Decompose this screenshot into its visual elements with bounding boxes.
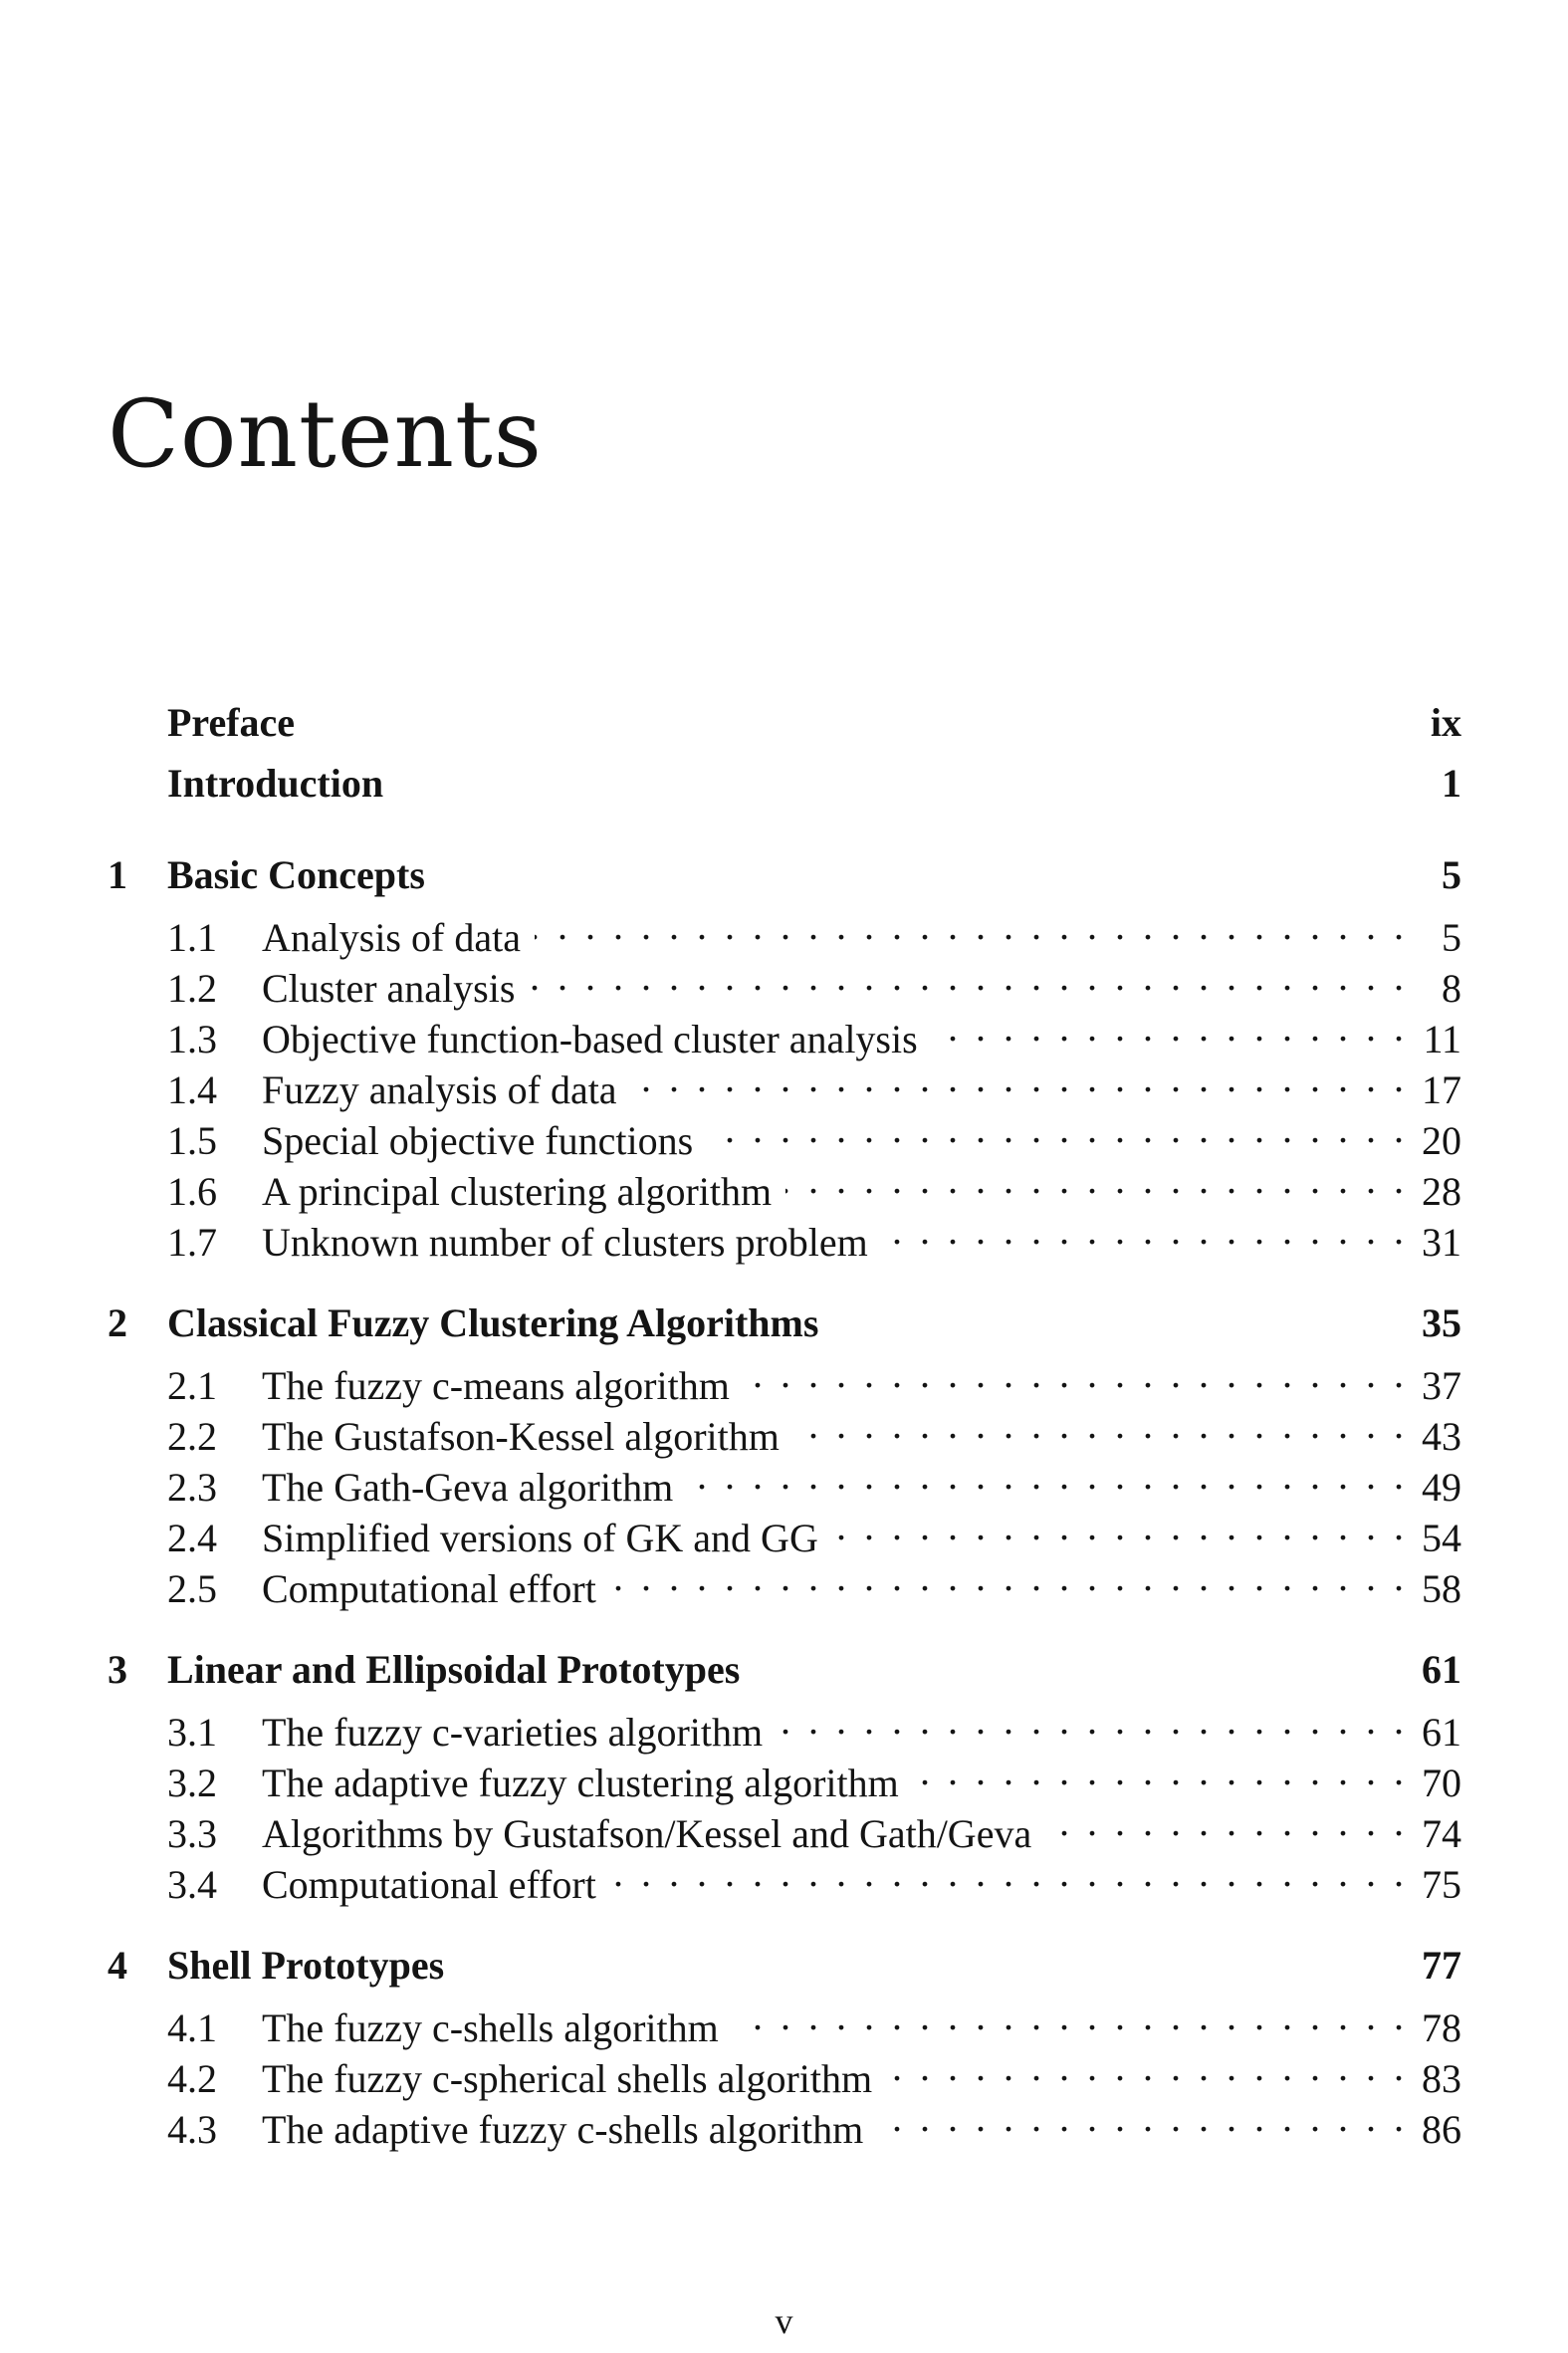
section-page: 5 [1442,915,1461,960]
chapter-title: Linear and Ellipsoidal Prototypes [167,1647,741,1692]
chapter-number: 2 [108,1300,127,1345]
section-number: 2.4 [167,1516,217,1560]
leader-dots [610,1551,1408,1602]
page-title: Contents [108,380,544,489]
leader-dots [832,1501,1408,1551]
toc-section-2-1[interactable] [108,1348,1461,1408]
chapter-title: Basic Concepts [167,852,425,897]
leader-dots [777,1695,1408,1746]
leader-dots [707,1103,1408,1154]
section-number: 4.1 [167,2005,217,2050]
leader-dots [932,1002,1408,1053]
toc-entry-introduction[interactable] [108,758,1461,809]
section-number: 1.7 [167,1220,217,1265]
section-title: Special objective functions [262,1118,694,1163]
section-number: 2.1 [167,1363,217,1408]
section-number: 1.5 [167,1118,217,1163]
section-number: 1.2 [167,966,217,1011]
section-title: Cluster analysis [262,966,516,1011]
chapter-number: 3 [108,1647,127,1692]
section-number: 2.3 [167,1465,217,1510]
leader-dots [877,2092,1408,2143]
chapter-page: 61 [1422,1647,1461,1692]
toc-section-1-1[interactable] [108,900,1461,960]
chapter-page: 77 [1422,1943,1461,1988]
leader-dots [785,1154,1408,1205]
leader-dots [733,1991,1408,2041]
section-title: Objective function-based cluster analysis [262,1017,918,1061]
chapter-title: Classical Fuzzy Clustering Algorithms [167,1300,819,1345]
section-number: 4.2 [167,2056,217,2101]
section-title: Fuzzy analysis of data [262,1067,617,1112]
section-page: 17 [1422,1067,1461,1112]
section-page: 70 [1422,1761,1461,1805]
section-page: 8 [1442,966,1461,1011]
section-title: A principal clustering algorithm [262,1169,773,1214]
toc-section-3-1[interactable] [108,1695,1461,1755]
section-number: 3.2 [167,1761,217,1805]
section-page: 37 [1422,1363,1461,1408]
section-title: The Gustafson-Kessel algorithm [262,1414,780,1459]
section-number: 4.3 [167,2107,217,2152]
section-page: 83 [1422,2056,1461,2101]
chapter-number: 4 [108,1943,127,1988]
chapter-page: 35 [1422,1300,1461,1345]
section-title: Unknown number of clusters problem [262,1220,868,1265]
leader-dots [793,1399,1408,1450]
chapter-page: 5 [1442,852,1461,897]
chapter-number: 1 [108,852,127,897]
toc-entry-page: ix [1430,700,1461,745]
leader-dots [886,2041,1408,2092]
section-page: 11 [1423,1017,1461,1061]
leader-dots [1045,1796,1408,1847]
toc-entry-title: Introduction [167,761,384,806]
leader-dots [535,900,1408,951]
toc-entry-page: 1 [1442,761,1461,806]
section-page: 86 [1422,2107,1461,2152]
leader-dots [687,1450,1408,1501]
section-title: Algorithms by Gustafson/Kessel and Gath/Geva [262,1811,1032,1856]
toc-chapter-1[interactable] [108,849,1461,900]
section-title: The adaptive fuzzy clustering algorithm [262,1761,899,1805]
toc-section-4-1[interactable] [108,1991,1461,2050]
section-title: The fuzzy c-means algorithm [262,1363,730,1408]
section-title: Simplified versions of GK and GG [262,1516,818,1560]
section-title: The fuzzy c-varieties algorithm [262,1710,764,1755]
leader-dots [882,1205,1408,1256]
section-page: 58 [1422,1566,1461,1611]
section-title: Analysis of data [262,915,521,960]
chapter-title: Shell Prototypes [167,1943,445,1988]
toc-chapter-3[interactable] [108,1644,1461,1695]
section-number: 3.1 [167,1710,217,1755]
section-page: 75 [1422,1862,1461,1907]
section-number: 2.5 [167,1566,217,1611]
section-page: 78 [1422,2005,1461,2050]
section-title: Computational effort [262,1862,596,1907]
section-page: 74 [1422,1811,1461,1856]
section-number: 1.4 [167,1067,217,1112]
section-number: 1.6 [167,1169,217,1214]
page-number-footer: v [775,2301,793,2341]
leader-dots [610,1847,1408,1898]
section-page: 28 [1422,1169,1461,1214]
leader-dots [744,1348,1408,1399]
section-number: 1.1 [167,915,217,960]
section-number: 1.3 [167,1017,217,1061]
section-number: 3.3 [167,1811,217,1856]
leader-dots [529,951,1408,1002]
toc-entry-preface[interactable] [108,697,1461,748]
section-title: Computational effort [262,1566,596,1611]
section-page: 43 [1422,1414,1461,1459]
section-title: The Gath-Geva algorithm [262,1465,674,1510]
section-number: 2.2 [167,1414,217,1459]
section-page: 61 [1422,1710,1461,1755]
section-title: The fuzzy c-spherical shells algorithm [262,2056,873,2101]
section-title: The fuzzy c-shells algorithm [262,2005,719,2050]
table-of-contents [108,697,1461,2152]
section-page: 49 [1422,1465,1461,1510]
toc-entry-title: Preface [167,700,296,745]
toc-chapter-4[interactable] [108,1940,1461,1991]
leader-dots [631,1053,1408,1103]
section-title: The adaptive fuzzy c-shells algorithm [262,2107,864,2152]
section-number: 3.4 [167,1862,217,1907]
section-page: 31 [1422,1220,1461,1265]
leader-dots [913,1746,1408,1796]
toc-chapter-2[interactable] [108,1297,1461,1348]
section-page: 54 [1422,1516,1461,1560]
section-page: 20 [1422,1118,1461,1163]
